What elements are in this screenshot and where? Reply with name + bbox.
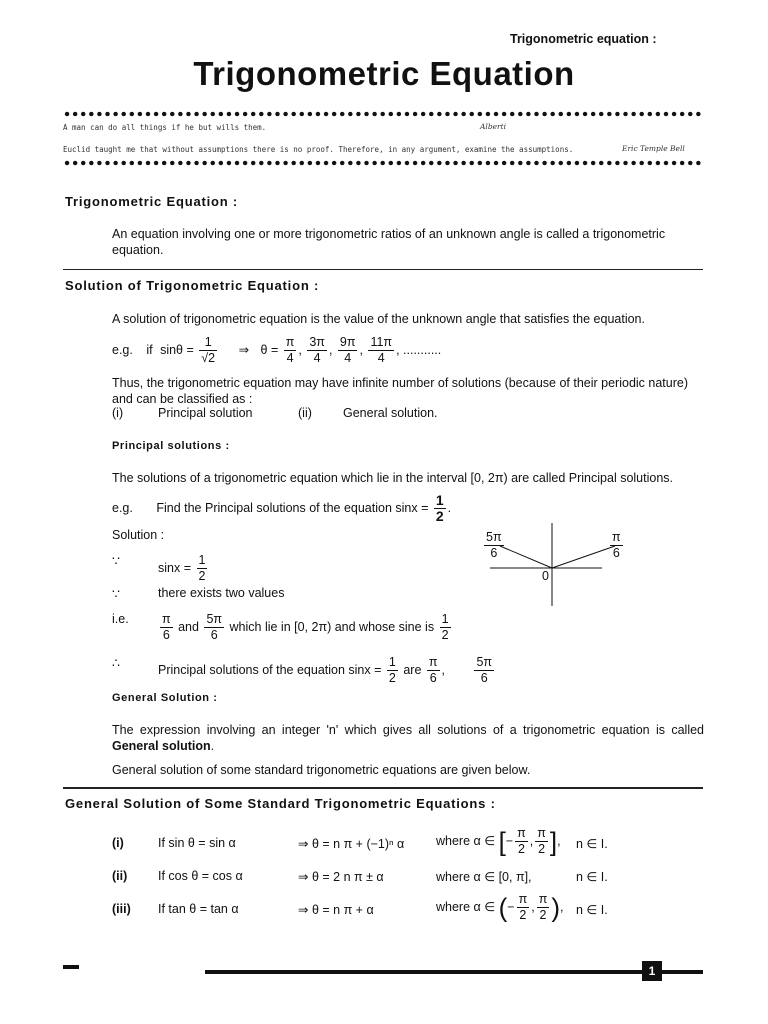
page-title: Trigonometric Equation [193,55,575,92]
because-symbol: ∵ [112,587,120,601]
running-title: Trigonometric equation : [510,32,657,46]
section-rule [63,269,703,270]
quote-2: Euclid taught me that without assumptions there is no proof. Therefore, in any argument, examine the assumptions. [63,145,574,154]
dotted-divider-top [63,111,703,117]
sin-theta-lhs: sinθ = [160,342,194,357]
row-1-sol: ⇒ θ = n π + (−1)ⁿ α [298,837,405,851]
row-2-cond: If cos θ = cos α [158,869,243,883]
section-heading-trig-equation: Trigonometric Equation : [65,194,239,209]
row-1-n: n ∈ I. [576,837,608,851]
quote-1: A man can do all things if he but wills them. [63,123,267,132]
definition-text: An equation involving one or more trigonometric ratios of an unknown angle is called a trigonometric equation. [112,227,666,257]
footer-bar [205,970,703,974]
ellipsis: ........... [403,342,442,357]
infinite-solutions-text: Thus, the trigonometric equation may have infinite number of solutions (because of their periodic nature) and can be classified as : [112,376,689,406]
general-definition: The expression involving an integer 'n' which gives all solutions of a trigonometric equation is called General solution. [112,723,704,753]
section-heading-solution: Solution of Trigonometric Equation : [65,278,320,293]
row-1-interval: where α ∈ [− $\frac{\pi}{2}$ , $\frac{\pi}{2}$ ], [436,826,561,857]
row-3-num: (iii) [112,902,131,916]
row-1-cond: If sin θ = sin α [158,836,236,850]
theta-lhs: θ = [260,342,279,357]
row-3-sol: ⇒ θ = n π + α [298,903,374,917]
solution-label: Solution : [112,528,165,542]
therefore-line: ∴ Principal solutions of the equation sinx = $\frac{1}{2}$ are $\frac{\pi}{6}$ , $\frac{5\pi}{6}$ [112,655,493,685]
class-i-num: (i) [112,406,124,420]
row-2-num: (ii) [112,869,128,883]
implies-arrow: ⇒ [238,342,250,357]
solution-frac-1: $\frac{\pi}{4}$ [285,335,295,365]
dotted-divider-bottom [63,160,703,166]
row-1-num: (i) [112,836,124,850]
ie-line: i.e. $\frac{\pi}{6}$ and $\frac{5\pi}{6}$ which lie in [0, 2π) and whose sine is $\frac{1}{2}$ [112,612,449,642]
solution-frac-2: $\frac{3\pi}{4}$ [309,335,325,365]
row-3-n: n ∈ I. [576,903,608,917]
diagram-label-5pi-6: $\frac{5\pi}{6}$ [486,530,502,560]
half-bold: $\frac{1}{2}$ [435,492,444,524]
solution-frac-4: $\frac{11\pi}{4}$ [370,335,393,365]
example-equation: e.g. if sinθ = $\frac{1}{√2}$ ⇒ θ = $\frac{\pi}{4}$ , $\frac{3\pi}{4}$ , $\frac{9\pi}{4}$ , $\frac{11\pi}{4}$ , ........... [112,335,442,365]
general-heading: General Solution : [112,692,218,704]
principal-example: e.g. Find the Principal solutions of the equation sinx = $\frac{1}{2}$ . [112,492,452,524]
quote-1-author: Alberti [480,122,507,131]
exists-two-values: there exists two values [158,586,285,600]
row-2-n: n ∈ I. [576,870,608,884]
row-3-interval: where α ∈ (− $\frac{\pi}{2}$ , $\frac{\pi}{2}$ ), [436,892,564,923]
solution-frac-3: $\frac{9\pi}{4}$ [339,335,356,365]
footer-mark [63,965,79,969]
general-intro: General solution of some standard trigonometric equations are given below. [112,763,531,777]
solution-definition: A solution of trigonometric equation is the value of the unknown angle that satisfies the equation. [112,312,645,326]
section-rule-thick [63,787,703,789]
class-i-text: Principal solution [158,406,253,420]
principal-definition: The solutions of a trigonometric equation which lie in the interval [0, 2π) are called Principal solutions. [112,471,673,485]
page-number: 1 [642,961,662,981]
diagram-label-pi-6: $\frac{\pi}{6}$ [612,530,621,560]
row-2-interval: where α ∈ [0, π], [436,870,532,884]
standard-equations-heading: General Solution of Some Standard Trigonometric Equations : [65,796,496,811]
row-2-sol: ⇒ θ = 2 n π ± α [298,870,384,884]
eg-label: e.g. [112,342,133,357]
if-label: if [146,342,153,357]
angle-diagram [470,518,650,608]
row-3-cond: If tan θ = tan α [158,902,239,916]
one-over-root-two: $\frac{1}{√2}$ [201,335,216,365]
principal-heading: Principal solutions : [112,440,230,452]
class-ii-text: General solution. [343,406,438,420]
because-sinx-line: ∵ sinx = $\frac{1}{2}$ [112,553,206,583]
class-ii-num: (ii) [298,406,312,420]
diagram-origin: 0 [542,569,549,583]
quote-2-author: Eric Temple Bell [622,144,685,153]
